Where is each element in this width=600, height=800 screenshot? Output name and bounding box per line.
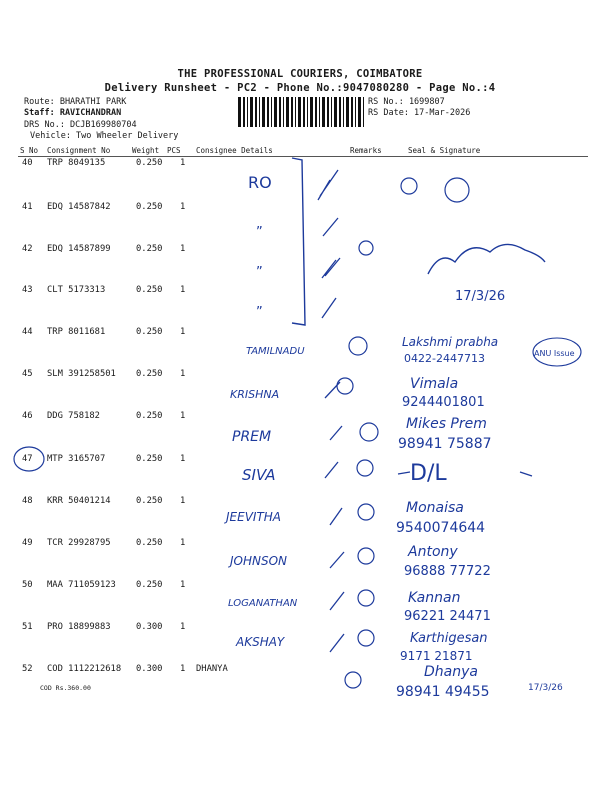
remark-tick-mark [330, 508, 342, 525]
staff-label: Staff: RAVICHANDRAN [24, 108, 122, 118]
remark-circle-mark [359, 241, 373, 255]
runsheet-subtitle: Delivery Runsheet - PC2 - Phone No.:9047080280 - Page No.:4 [104, 82, 496, 94]
remark-tick-mark [322, 298, 336, 318]
hw-phone-row52: 98941 49455 [396, 684, 490, 700]
row-sno: 47 [22, 454, 33, 464]
hw-signature-row49: Antony [408, 544, 458, 560]
row-pcs: 1 [180, 496, 186, 506]
row-consignment: TCR 29928795 [47, 538, 111, 548]
row-sno: 43 [22, 285, 33, 295]
hw-phone-row50: 96221 24471 [404, 609, 491, 624]
row-consignment: KRR 50401214 [47, 496, 111, 506]
remark-circle-mark [358, 630, 374, 646]
remark-circle-mark [358, 504, 374, 520]
hw-signature-row52: Dhanya [424, 664, 478, 680]
col-weight: Weight [132, 146, 160, 155]
row-sno: 44 [22, 327, 33, 337]
hw-signature-row48: Monaisa [406, 500, 464, 516]
ditto-bracket-mark [292, 158, 305, 325]
row-consignment: EDQ 14587842 [47, 202, 111, 212]
route-label: Route: BHARATHI PARK [24, 97, 127, 107]
row-pcs: 1 [180, 454, 186, 464]
row-sno: 49 [22, 538, 33, 548]
remark-circle-mark [345, 672, 361, 688]
hw-phone-row45: 9244401801 [402, 395, 485, 410]
row-pcs: 1 [180, 411, 186, 421]
hw-name-ditto-1: ” [256, 225, 263, 240]
hw-note-row44: ANU Issue [534, 349, 575, 358]
hw-signature-row50: Kannan [408, 590, 461, 606]
row-consignment: EDQ 14587899 [47, 244, 111, 254]
seal-circle-mark [445, 178, 469, 202]
col-sno: S No [20, 146, 39, 155]
remark-tick-mark [322, 258, 340, 278]
row-sno: 41 [22, 202, 33, 212]
hw-phone-row48: 9540074644 [396, 520, 486, 536]
row-pcs: 1 [180, 369, 186, 379]
seal-circle-mark [401, 178, 417, 194]
row-pcs: 1 [180, 664, 186, 674]
row-consignment: PRO 18899883 [47, 622, 111, 632]
hw-signature-row46: Mikes Prem [406, 416, 487, 432]
row-weight: 0.250 [136, 285, 163, 295]
row-consignment: COD 1112212618 [47, 664, 122, 674]
row-pcs: 1 [180, 538, 186, 548]
hw-name-row48: JEEVITHA [226, 510, 282, 524]
row-sno: 46 [22, 411, 33, 421]
rs-number: RS No.: 1699807 [368, 97, 445, 107]
row-pcs: 1 [180, 580, 186, 590]
col-pcs: PCS [167, 146, 181, 155]
hw-signature-row45: Vimala [410, 376, 459, 392]
row-weight: 0.250 [136, 580, 163, 590]
remark-tick-mark [318, 170, 338, 200]
row-pcs: 1 [180, 285, 186, 295]
remark-circle-mark [360, 423, 378, 441]
row-pcs: 1 [180, 202, 186, 212]
hw-name-row44: TAMILNADU [246, 346, 305, 357]
row-weight: 0.250 [136, 202, 163, 212]
row-pcs: 1 [180, 327, 186, 337]
hw-name-row49: JOHNSON [230, 554, 288, 568]
col-seal-signature: Seal & Signature [408, 146, 481, 155]
hw-name-row46: PREM [232, 429, 272, 445]
hw-phone-row46: 98941 75887 [398, 436, 492, 452]
hw-name-row47: SIVA [242, 466, 276, 484]
row-consignment: CLT 5173313 [47, 285, 106, 295]
company-title: THE PROFESSIONAL COURIERS, COIMBATORE [177, 68, 423, 80]
remark-circle-mark [358, 548, 374, 564]
remark-circle-mark [349, 337, 367, 355]
row-weight: 0.300 [136, 622, 163, 632]
remark-tick-mark [330, 592, 344, 610]
row-sno: 52 [22, 664, 33, 674]
row-sno: 50 [22, 580, 33, 590]
hw-signature-row44: Lakshmi prabha [402, 335, 499, 349]
row-consignment: MTP 3165707 [47, 454, 106, 464]
remark-circle-mark [357, 460, 373, 476]
remark-tick-mark [330, 426, 342, 440]
signature-scribble [428, 244, 545, 274]
row-weight: 0.300 [136, 664, 163, 674]
row-sno: 45 [22, 369, 33, 379]
col-remarks: Remarks [350, 146, 382, 155]
row-47-circle-mark [14, 447, 44, 471]
row-weight: 0.250 [136, 538, 163, 548]
hw-name-ditto-3: ” [256, 305, 263, 320]
hw-signature-row51: Karthigesan [410, 631, 488, 646]
row-weight: 0.250 [136, 369, 163, 379]
cod-amount: COD Rs.360.00 [40, 684, 91, 692]
row-consignment: MAA 711059123 [47, 580, 116, 590]
row-pcs: 1 [180, 622, 186, 632]
row-weight: 0.250 [136, 454, 163, 464]
row-consignment: TRP 8049135 [47, 158, 106, 168]
row-weight: 0.250 [136, 411, 163, 421]
hw-name-row45: KRISHNA [230, 388, 280, 401]
col-consignment: Consignment No [47, 146, 111, 155]
row-weight: 0.250 [136, 158, 163, 168]
row-weight: 0.250 [136, 244, 163, 254]
row-weight: 0.250 [136, 327, 163, 337]
remark-tick-mark [325, 462, 338, 478]
hw-name-ditto-2: ” [256, 265, 263, 280]
row-weight: 0.250 [136, 496, 163, 506]
hw-date-row52: 17/3/26 [528, 683, 563, 693]
hw-name-row50: LOGANATHAN [228, 598, 298, 609]
hw-dl-row47: D/L [410, 461, 447, 486]
hw-seal-date: 17/3/26 [455, 289, 506, 304]
drs-number: DRS No.: DCJB169980704 [24, 120, 137, 130]
hw-name-ro: RO [248, 173, 272, 192]
row-sno: 42 [22, 244, 33, 254]
row-sno: 51 [22, 622, 33, 632]
row-consignment: DDG 758182 [47, 411, 100, 421]
hw-phone-row51: 9171 21871 [400, 649, 473, 663]
remark-circle-mark [337, 378, 353, 394]
row-sno: 40 [22, 158, 33, 168]
remark-circle-mark [358, 590, 374, 606]
rs-date: RS Date: 17-Mar-2026 [368, 108, 471, 118]
row-pcs: 1 [180, 158, 186, 168]
row-consignment: SLM 391258501 [47, 369, 116, 379]
hw-phone-row49: 96888 77722 [404, 564, 491, 579]
row-sno: 48 [22, 496, 33, 506]
hw-name-row51: AKSHAY [236, 635, 285, 649]
vehicle-label: Vehicle: Two Wheeler Delivery [30, 131, 179, 141]
remark-tick-mark [323, 218, 338, 236]
col-consignee: Consignee Details [196, 146, 273, 155]
row-consignee: DHANYA [196, 664, 228, 674]
row-consignment: TRP 8011681 [47, 327, 106, 337]
remark-tick-mark [330, 552, 344, 568]
row-pcs: 1 [180, 244, 186, 254]
remark-tick-mark [330, 634, 344, 652]
hw-phone-row44: 0422-2447713 [404, 352, 485, 365]
